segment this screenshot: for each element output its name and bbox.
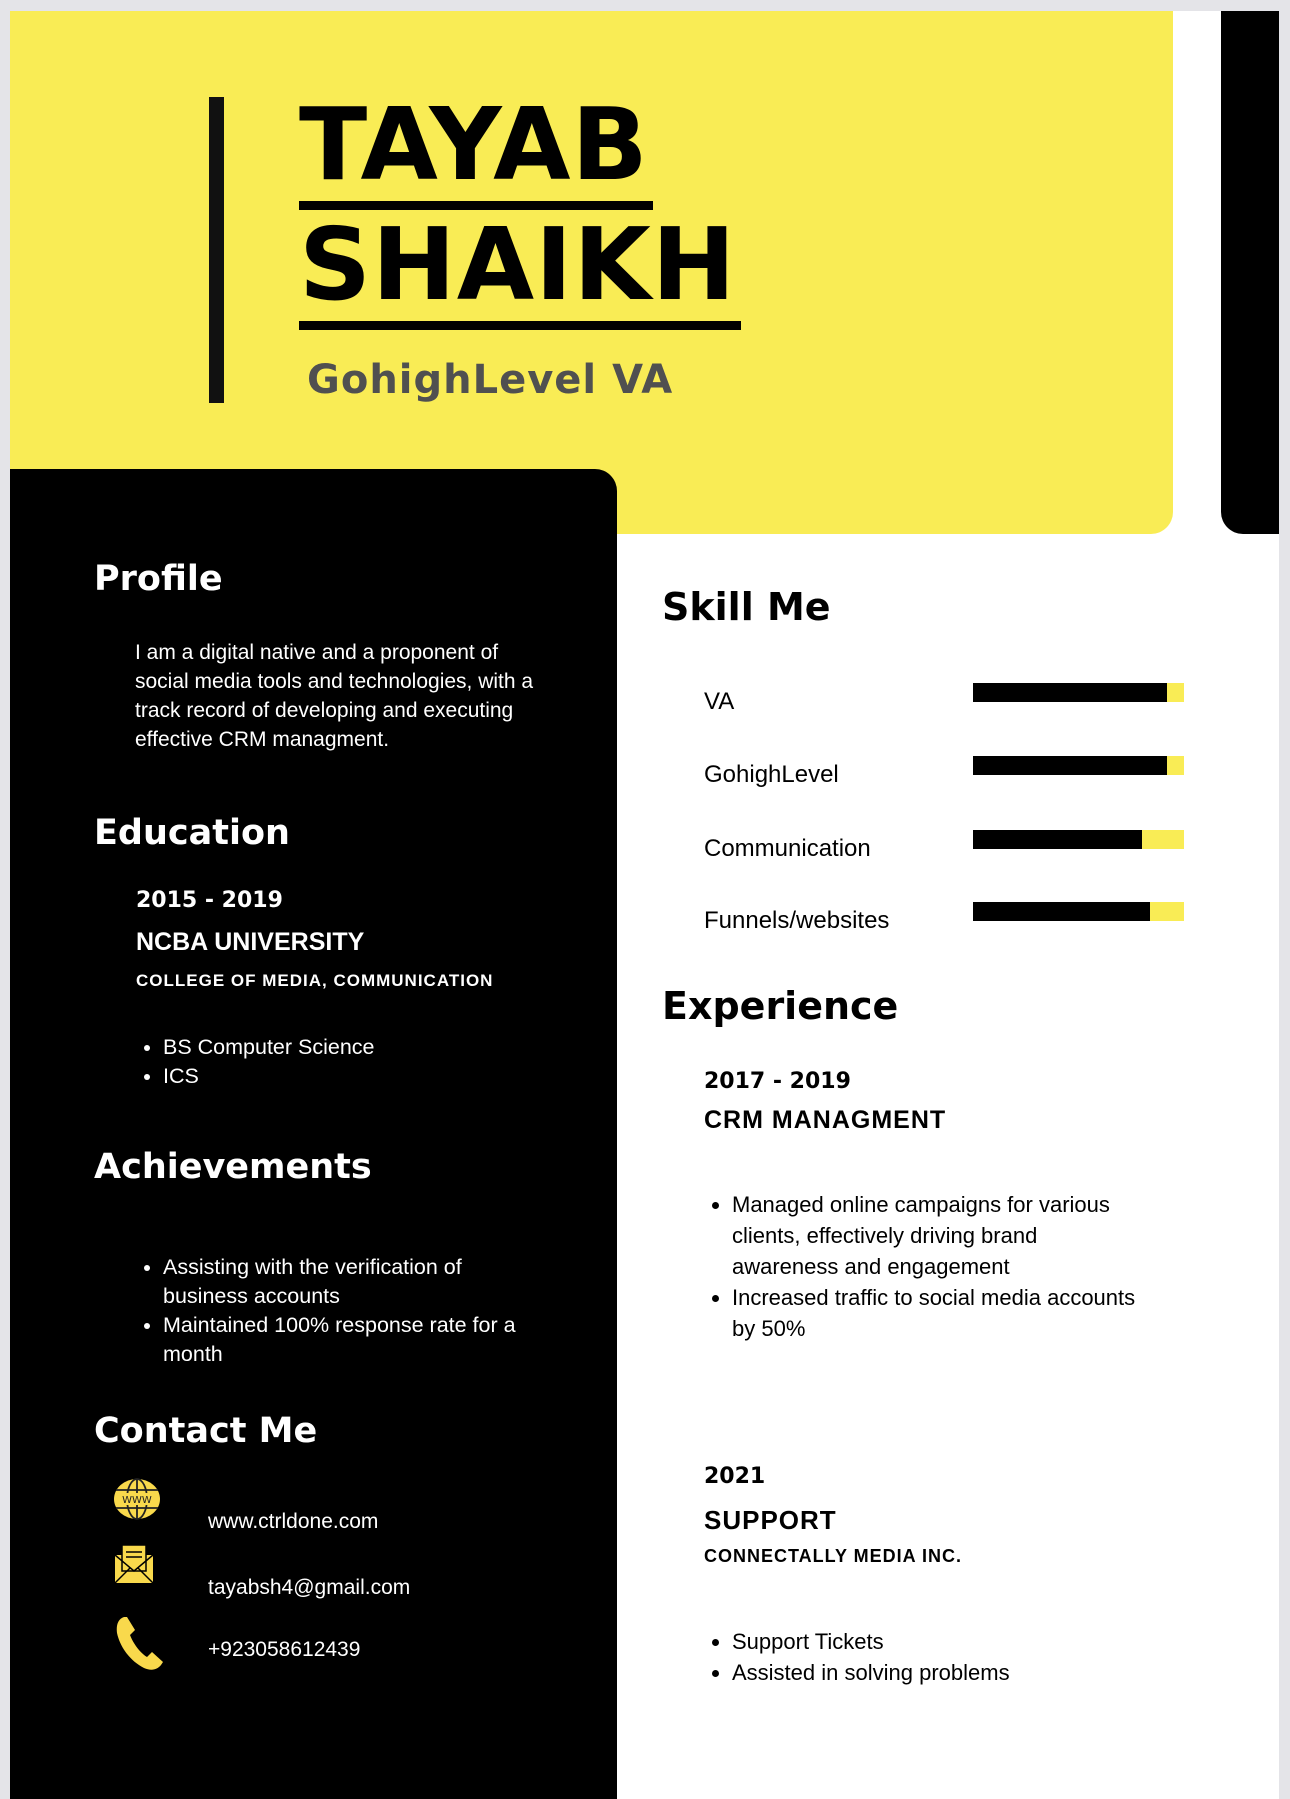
education-list: [135, 1033, 375, 1091]
job-title: GohighLevel VA: [307, 357, 674, 403]
job2-company: CONNECTALLY MEDIA INC.: [704, 1546, 963, 1566]
achievements-list: [135, 1253, 523, 1369]
list-item: • BS Computer Science: [163, 1033, 375, 1062]
envelope-icon: [112, 1541, 162, 1591]
job2-years: 2021: [704, 1464, 766, 1489]
list-item: • ICS: [163, 1062, 375, 1091]
skill-fill-funnels: [973, 902, 1150, 921]
decorative-right-bar: [1221, 11, 1279, 534]
education-heading: Education: [94, 813, 290, 853]
first-name: TAYAB: [299, 89, 653, 210]
resume-page: [10, 11, 1279, 1799]
job2-list: [704, 1626, 1010, 1688]
experience-heading: Experience: [662, 984, 899, 1028]
email-link[interactable]: tayabsh4@gmail.com: [208, 1576, 411, 1599]
job1-years: 2017 - 2019: [704, 1069, 851, 1094]
skill-bar-va: [973, 683, 1184, 702]
list-item: • Assisting with the verification of business accounts: [163, 1253, 523, 1311]
website-link[interactable]: www.ctrldone.com: [208, 1510, 379, 1533]
skill-label-funnels: Funnels/websites: [704, 907, 890, 934]
skill-bar-funnels: [973, 902, 1184, 921]
profile-heading: Profile: [94, 559, 223, 599]
skill-bar-communication: [973, 830, 1184, 849]
job1-list: [704, 1189, 1142, 1344]
job1-role: CRM MANAGMENT: [704, 1106, 947, 1134]
list-item: • Assisted in solving problems: [732, 1657, 1010, 1688]
achievements-heading: Achievements: [94, 1147, 372, 1187]
skill-bar-gohighlevel: [973, 756, 1184, 775]
job2-role: SUPPORT: [704, 1505, 837, 1535]
last-name: SHAIKH: [299, 209, 741, 330]
list-item: • Maintained 100% response rate for a month: [163, 1311, 523, 1369]
skills-heading: Skill Me: [662, 585, 831, 629]
name-accent-bar: [209, 97, 224, 403]
globe-www-icon: [112, 1474, 162, 1524]
list-item: • Managed online campaigns for various clients, effectively driving brand awareness and engagement: [732, 1189, 1142, 1282]
skill-label-gohighlevel: GohighLevel: [704, 761, 839, 788]
contact-heading: Contact Me: [94, 1411, 318, 1451]
list-item: • Increased traffic to social media accounts by 50%: [732, 1282, 1142, 1344]
education-school: NCBA UNIVERSITY: [136, 928, 365, 956]
skill-label-communication: Communication: [704, 835, 871, 862]
education-years: 2015 - 2019: [136, 888, 283, 913]
phone-icon: [114, 1615, 166, 1673]
skill-fill-communication: [973, 830, 1142, 849]
list-item: • Support Tickets: [732, 1626, 1010, 1657]
svg-text:WWW: WWW: [122, 1495, 152, 1506]
skill-fill-gohighlevel: [973, 756, 1167, 775]
education-college: COLLEGE OF MEDIA, COMMUNICATION: [136, 971, 494, 990]
phone-number[interactable]: +923058612439: [208, 1638, 361, 1661]
skill-label-va: VA: [704, 688, 735, 715]
profile-text: I am a digital native and a proponent of social media tools and technologies, with a track record of developing and executing effective CRM managment.: [135, 641, 534, 751]
skill-fill-va: [973, 683, 1167, 702]
